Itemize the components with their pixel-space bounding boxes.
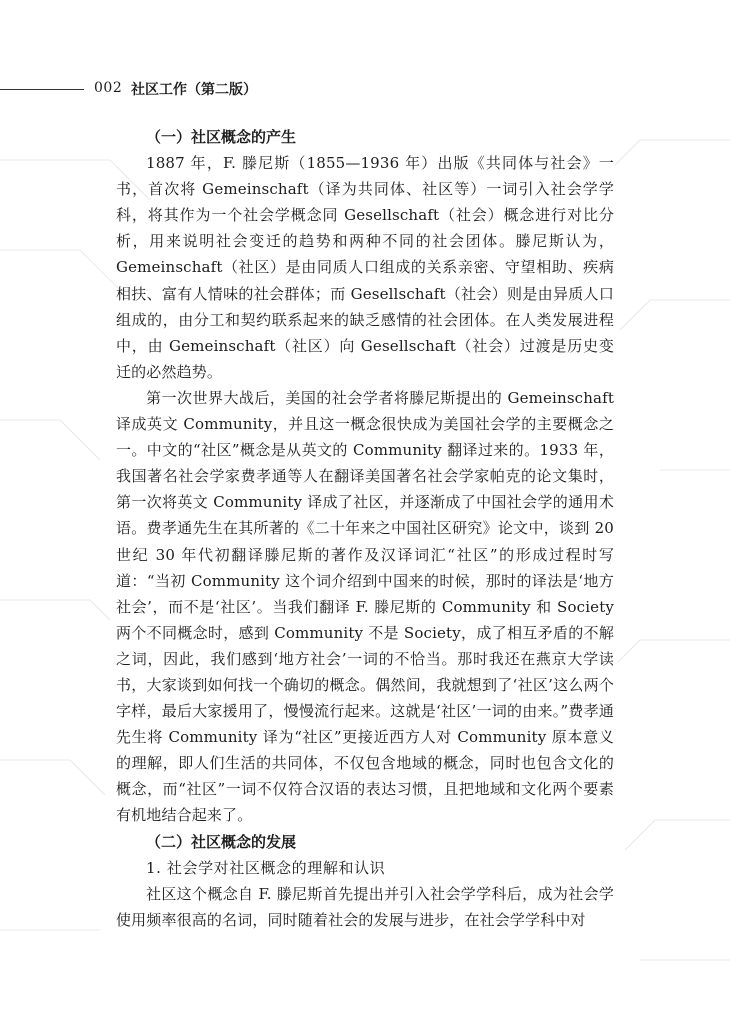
header-rule (0, 89, 84, 90)
section-heading-1: （一）社区概念的产生 (146, 128, 297, 146)
page-number: 002 (94, 80, 123, 96)
subsection-heading: 1. 社会学对社区概念的理解和认识 (146, 858, 386, 877)
page-body (116, 124, 614, 933)
running-header (0, 78, 730, 100)
body-paragraph-3: 社区这个概念自 F. 滕尼斯首先提出并引入社会学学科后，成为社会学使用频率很高的名词，同时随着社会的发展与进步，在社会学学科中对 (116, 884, 614, 929)
body-paragraph-2: 第一次世界大战后，美国的社会学者将滕尼斯提出的 Gemeinschaft 译成英文 Community，并且这一概念很快成为美国社会学的主要概念之一。中文的“社区”概念是从英文的 Community 翻译过来的。1933 年，我国著名社会学家费孝通等人在翻译美国著名社会学家帕克的论文集时，第一次将英文 Community 译成了社区，并逐渐成了中国社会学的通用术语。费孝通先生在其所著的《二十年来之中国社区研究》论文中，谈到 20 世纪 30 年代初翻译滕尼斯的著作及汉译词汇“社区”的形成过程时写道：“当初 Community 这个词介绍到中国来的时候，那时的译法是‘地方社会’，而不是‘社区’。当我们翻译 F. 滕尼斯的 Community 和 Society 两个不同概念时，感到 Community 不是 Society，成了相互矛盾的不解之词，因此，我们感到‘地方社会’一词的不恰当。那时我还在燕京大学读书，大家谈到如何找一个确切的概念。偶然间，我就想到了‘社区’这么两个字样，最后大家援用了，慢慢流行起来。这就是‘社区’一词的由来。”费孝通先生将 Community 译为“社区”更接近西方人对 Community 原本意义的理解，即人们生活的共同体，不仅包含地域的概念，同时也包含文化的概念，而“社区”一词不仅符合汉语的表达习惯，且把地域和文化两个要素有机地结合起来了。 (116, 388, 614, 825)
body-paragraph-1: 1887 年，F. 滕尼斯（1855—1936 年）出版《共同体与社会》一书，首次将 Gemeinschaft（译为共同体、社区等）一词引入社会学学科，将其作为一个社会学概念同 Gesellschaft（社会）概念进行对比分析，用来说明社会变迁的趋势和两种不同的社会团体。滕尼斯认为，Gemeinschaft（社区）是由同质人口组成的关系亲密、守望相助、疾病相扶、富有人情味的社会群体；而 Gesellschaft（社会）则是由异质人口组成的，由分工和契约联系起来的缺乏感情的社会团体。在人类发展进程中，由 Gemeinschaft（社区）向 Gesellschaft（社会）过渡是历史变迁的必然趋势。 (116, 154, 614, 381)
running-title: 社区工作（第二版） (131, 82, 257, 98)
section-heading-2: （二）社区概念的发展 (146, 832, 297, 851)
